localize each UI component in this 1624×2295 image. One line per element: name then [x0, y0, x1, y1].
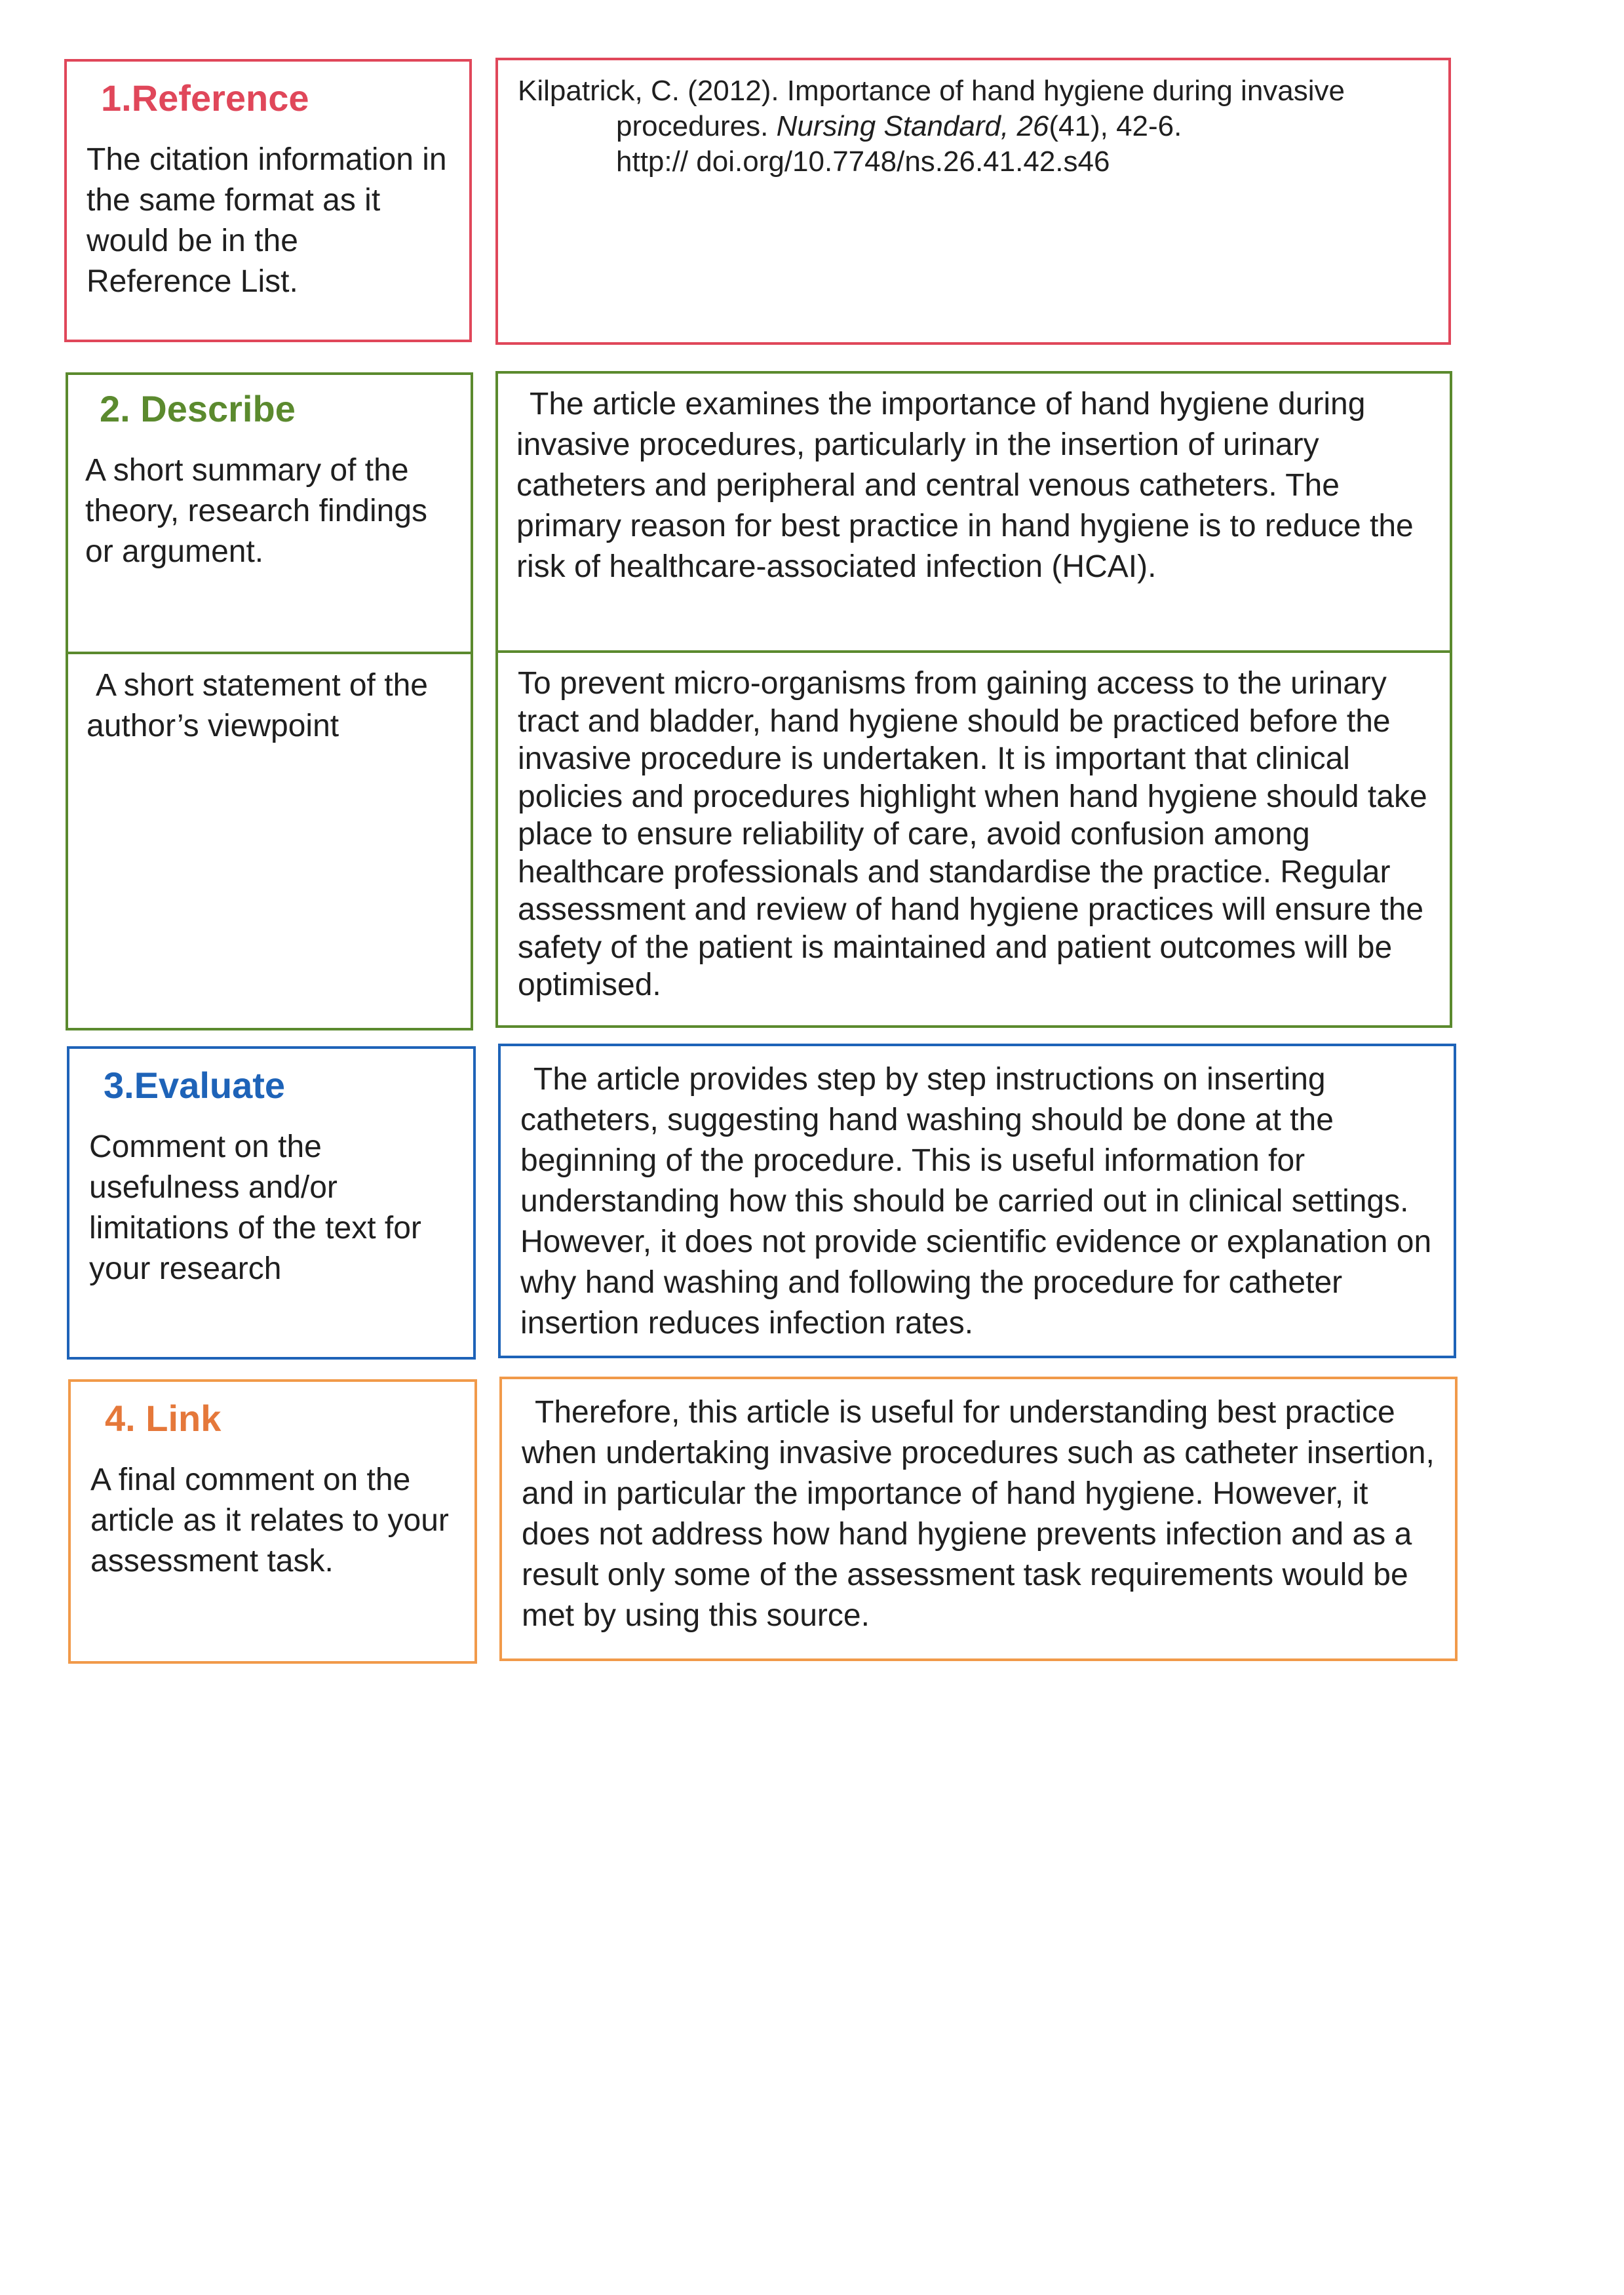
- describe-summary-label-cell: [85, 387, 459, 572]
- evaluate-description: Comment on the usefulness and/or limitations of the text for your research: [89, 1129, 421, 1287]
- citation-author-year: Kilpatrick, C. (2012). Importance of hand hygiene during invasive: [518, 75, 1345, 107]
- link-content-box: [499, 1377, 1458, 1661]
- describe-viewpoint-cell: [518, 665, 1443, 1004]
- describe-label-divider: [66, 652, 473, 654]
- describe-summary-label: A short summary of the theory, research findings or argument.: [85, 453, 428, 570]
- describe-summary-text: The article examines the importance of hand hygiene during invasive procedures, particularly in the insertion of urinary catheters and peripheral and central venous catheters. The primary reason for best practice in hand hygiene is to reduce the risk of healthcare-associated infection (HCAI).: [516, 387, 1414, 584]
- describe-content-divider: [495, 650, 1452, 653]
- reference-label-box: [64, 59, 472, 342]
- describe-viewpoint-label: A short statement of the author’s viewpoint: [87, 668, 428, 743]
- citation-title-rest: procedures.: [616, 110, 777, 142]
- evaluate-content-box: [498, 1044, 1456, 1358]
- describe-heading: 2. Describe: [100, 388, 296, 429]
- describe-viewpoint-label-cell: [87, 665, 460, 747]
- evaluate-label-box: [67, 1046, 476, 1360]
- evaluate-text: The article provides step by step instructions on inserting catheters, suggesting hand washing should be done at the beginning of the procedure. This is useful information for understanding how this should be carried out in clinical settings. However, it does not provide scientific evidence or explanation on why hand washing and following the procedure for catheter insertion reduces infection rates.: [520, 1062, 1432, 1341]
- citation-volume-pages: (41), 42-6.: [1049, 110, 1182, 142]
- link-heading: 4. Link: [105, 1398, 222, 1439]
- link-description: A final comment on the article as it relates to your assessment task.: [90, 1462, 449, 1579]
- link-label-box: [68, 1379, 477, 1664]
- link-text: Therefore, this article is useful for understanding best practice when undertaking invasive procedures such as catheter insertion, and in particular the importance of hand hygiene. However, it does not address how hand hygiene prevents infection and as a result only some of the assessment task requirements would be met by using this source.: [522, 1395, 1435, 1633]
- citation-author-line: [518, 73, 1429, 109]
- reference-heading: 1.Reference: [101, 77, 309, 119]
- reference-content-box: [495, 58, 1451, 345]
- citation-journal: Nursing Standard, 26: [776, 110, 1049, 142]
- reference-description: The citation information in the same format as it would be in the Reference List.: [87, 142, 447, 300]
- citation-doi: http:// doi.org/10.7748/ns.26.41.42.s46: [616, 146, 1110, 178]
- citation-source-line: [518, 109, 1429, 144]
- describe-viewpoint-text: To prevent micro-organisms from gaining access to the urinary tract and bladder, hand hygiene should be practiced before the invasive procedure is undertaken. It is important that clinical policies and procedures highlight when hand hygiene should take place to ensure reliability of care, avoid confusion among healthcare professionals and standardise the practice. Regular assessment and review of hand hygiene practices will ensure the safety of the patient is maintained and patient outcomes will be optimised.: [518, 666, 1427, 1002]
- describe-summary-cell: [516, 384, 1440, 587]
- evaluate-heading: 3.Evaluate: [104, 1065, 286, 1106]
